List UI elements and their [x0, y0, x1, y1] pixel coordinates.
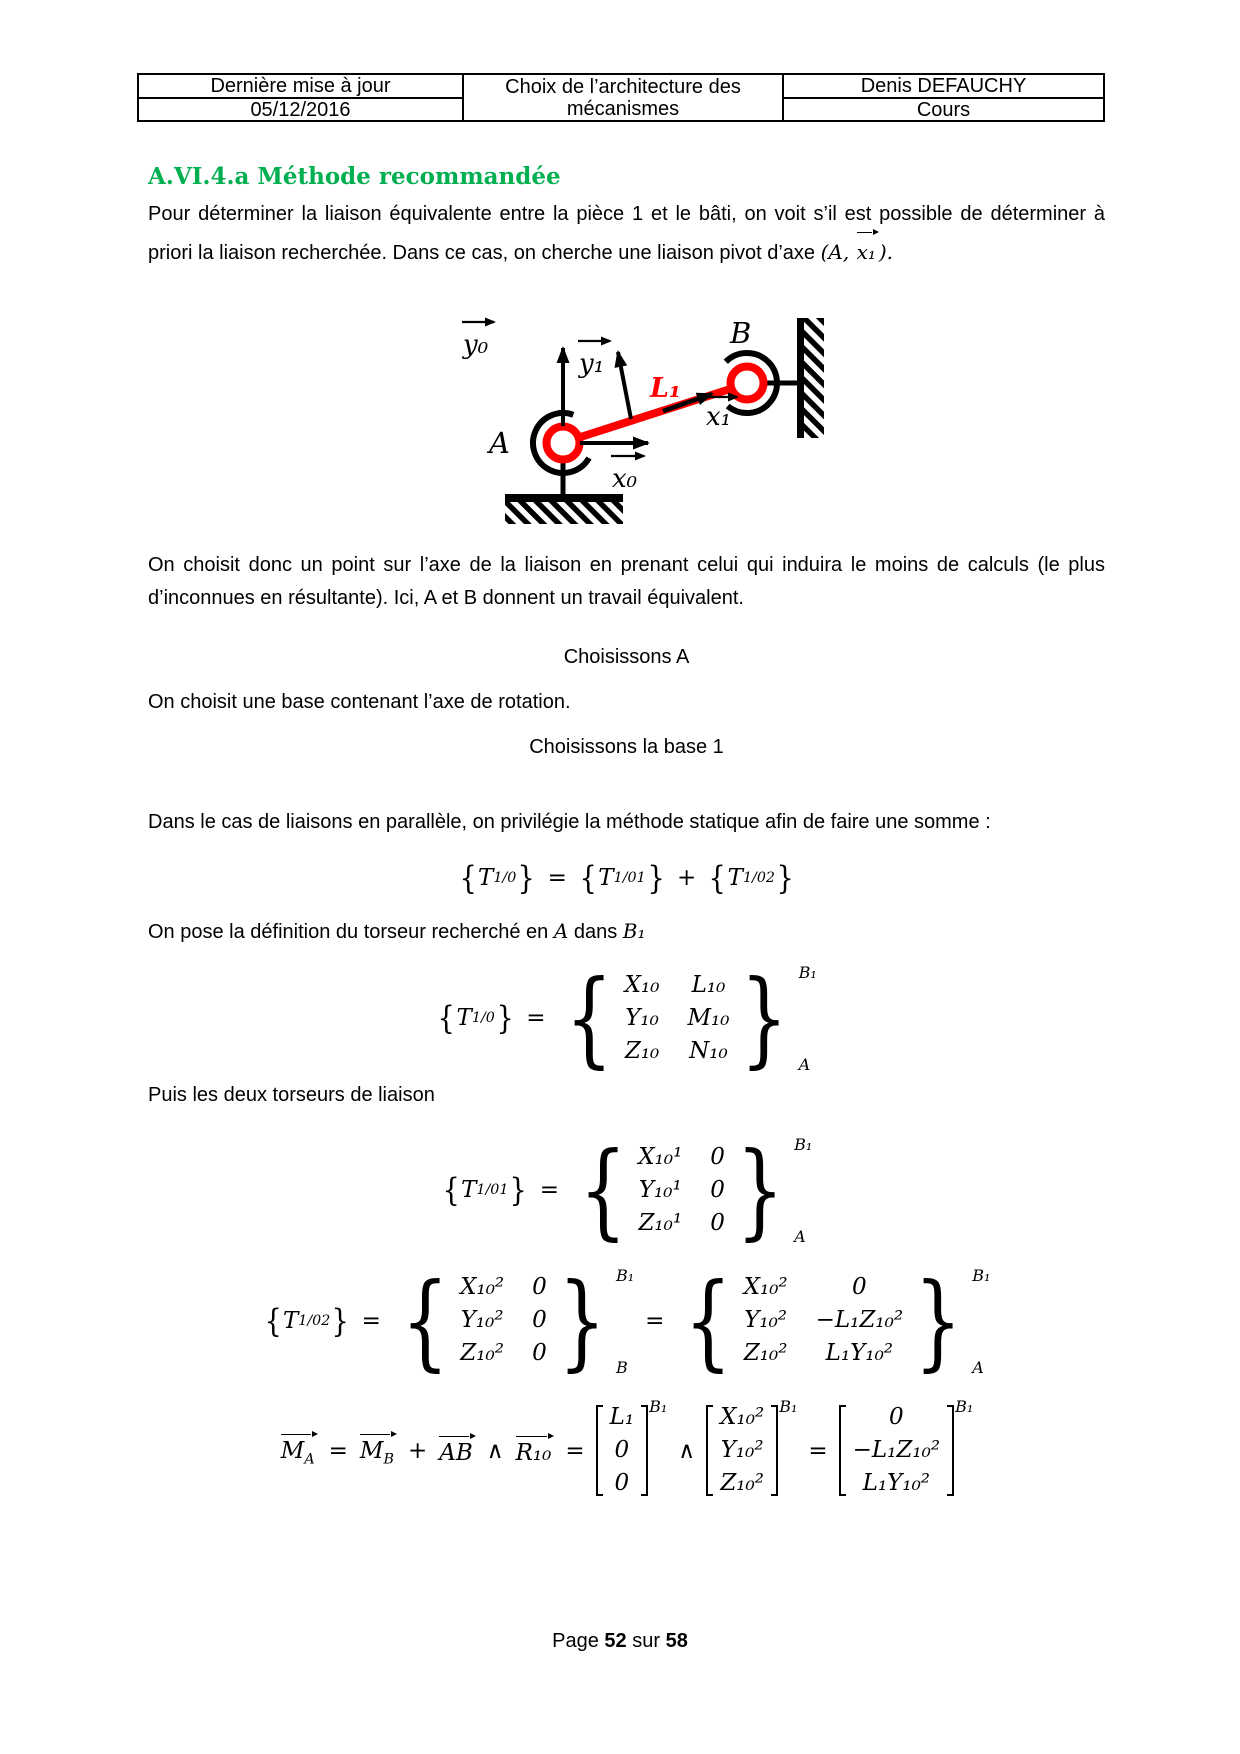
header-course-title: Choix de l’architecture des mécanismes	[505, 75, 741, 120]
x1-label: x₁	[706, 402, 732, 432]
column-ab: L₁ 0 0 B₁	[596, 1402, 668, 1499]
matrix-t10-1: { X₁₀¹ 0 Y₁₀¹ 0 Z₁₀¹ 0 } B₁ A	[579, 1129, 813, 1251]
vector-ma: $M_A$	[280, 1433, 318, 1468]
equation-torseur-1: { T 1/0 1 } = { X₁₀¹ 0 Y₁₀¹ 0 Z₁₀¹ 0 } B₁ A	[442, 1129, 813, 1251]
matrix-t10: { X₁₀ L₁₀ Y₁₀ M₁₀ Z₁₀ N₁₀ } B₁ A	[565, 957, 817, 1079]
header-col-update	[139, 75, 464, 120]
pivot-b-circle	[731, 367, 764, 400]
equation-torseur-definition: { T 1/0 } = { X₁₀ L₁₀ Y₁₀ M₁₀ Z₁₀ N₁₀ } B₁ A	[437, 957, 817, 1079]
mechanism-figure	[450, 300, 850, 530]
section-heading: A.VI.4.a Méthode recommandée	[148, 163, 561, 190]
x0-label: x₀	[612, 464, 638, 494]
column-r10: X₁₀² Y₁₀² Z₁₀² B₁	[706, 1402, 797, 1499]
equation-torseur-sum: { T 1/0 } = { T 1/0 1 } + { T 1/0 2 }	[459, 859, 794, 897]
y1-label: y₁	[579, 349, 605, 379]
header-col-title	[464, 75, 784, 120]
wall-bar	[797, 318, 804, 438]
header-col-author	[784, 75, 1103, 120]
vector-ab: AB	[438, 1435, 476, 1466]
paragraph-base: On choisit une base contenant l’axe de rotation.	[148, 691, 571, 713]
paragraph-two-torseurs: Puis les deux torseurs de liaison	[148, 1084, 435, 1106]
header-table	[137, 73, 1105, 122]
header-update-label: Dernière mise à jour	[139, 75, 462, 99]
matrix-t10-2-at-b: { X₁₀² 0 Y₁₀² 0 Z₁₀² 0 } B₁ B	[401, 1259, 635, 1382]
header-author: Denis DEFAUCHY	[784, 75, 1103, 99]
point-a-label: A	[489, 426, 510, 460]
header-doc-type: Cours	[916, 99, 971, 121]
y1-axis-arrow	[618, 352, 631, 419]
vector-mb: $M_B$	[359, 1433, 397, 1468]
y0-label: y₀	[463, 330, 489, 360]
page-number: Page 52 sur 58	[552, 1630, 688, 1652]
column-result: 0 −L₁Z₁₀² L₁Y₁₀² B₁	[839, 1402, 974, 1499]
centered-choose-base1: Choisissons la base 1	[529, 736, 724, 758]
point-b-label: B	[730, 316, 752, 350]
x1-vector-inline: x₁	[856, 231, 879, 270]
equation-moment-transport: $M_A$ = $M_B$ + AB ∧ R₁₀ = L₁ 0 0 B₁ ∧ X₁₀² Y₁₀² Z₁₀² B₁ = 0 −L₁Z₁₀² L₁Y₁₀² B₁	[148, 1388, 1105, 1513]
paragraph-definition: On pose la définition du torseur recherché en A dans B₁	[148, 919, 646, 943]
paragraph-parallel: Dans le cas de liaisons en parallèle, on privilégie la méthode statique afin de faire une somme :	[148, 811, 991, 833]
pivot-a-circle	[547, 427, 580, 460]
equation-torseur-2: { T 1/0 2 } = { X₁₀² 0 Y₁₀² 0 Z₁₀² 0 } B₁ B = { X₁₀² 0 Y₁₀² −L₁Z₁₀² Z₁₀² L₁Y₁₀² } B₁ A	[264, 1259, 991, 1382]
matrix-t10-2-at-a: { X₁₀² 0 Y₁₀² −L₁Z₁₀² Z₁₀² L₁Y₁₀² } B₁ A	[684, 1259, 991, 1382]
vector-r10: R₁₀	[515, 1435, 555, 1466]
header-update-date: 05/12/2016	[250, 99, 351, 121]
rod-length-label: L₁	[650, 373, 681, 404]
centered-choose-a: Choisissons A	[563, 646, 690, 668]
paragraph-point-choice: On choisit donc un point sur l’axe de la liaison en prenant celui qui induira le moins de calculs (le plus d’inconnues en résultante). Ici, A et B donnent un travail équivalent.	[148, 554, 1105, 609]
ground-hatch	[505, 502, 623, 524]
wall-hatch	[804, 318, 824, 438]
paragraph-intro: Pour déterminer la liaison équivalente entre la pièce 1 et le bâti, on voit s’il est possible de déterminer à priori la liaison recherchée. Dans ce cas, on cherche une liaison pivot d’axe (A, x₁ ).	[148, 198, 1105, 270]
